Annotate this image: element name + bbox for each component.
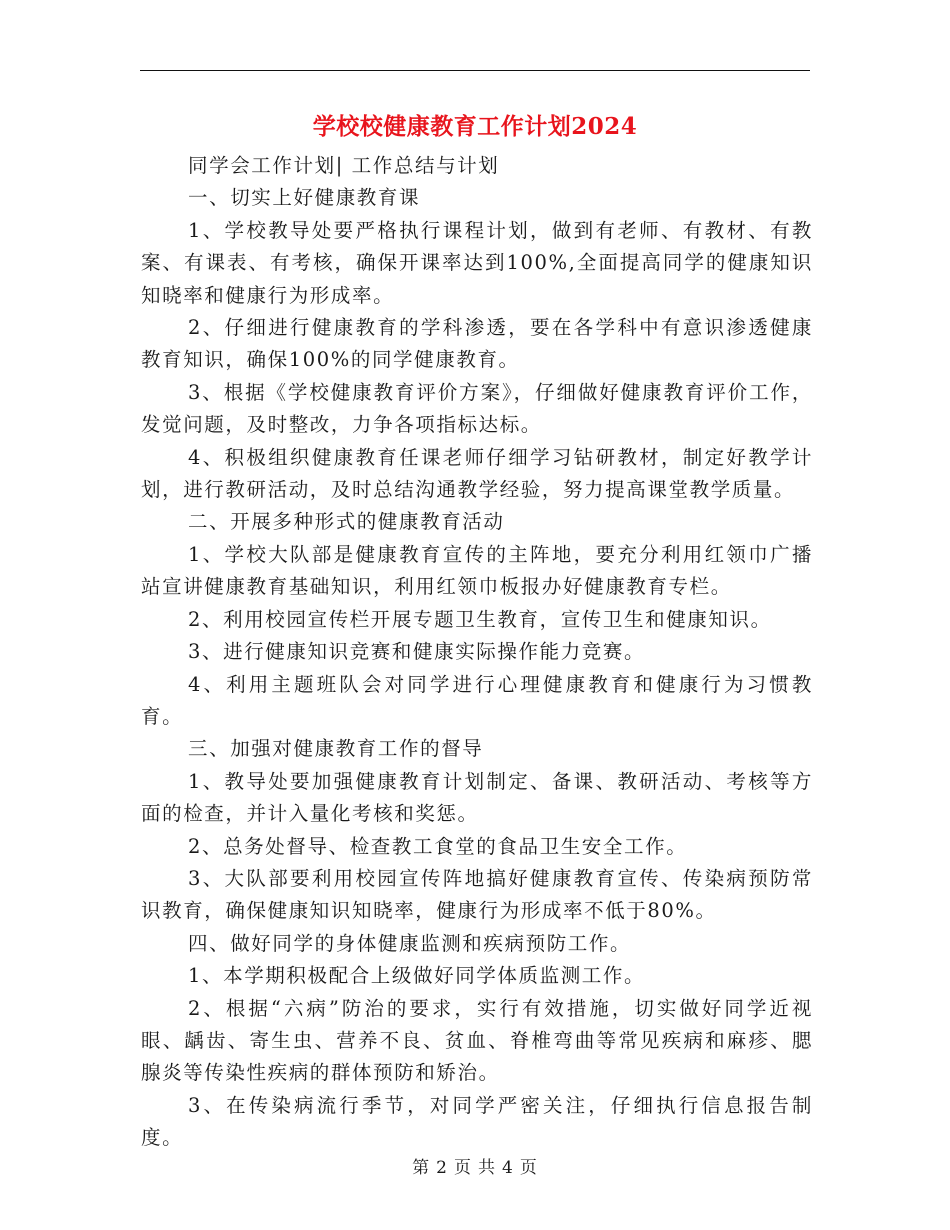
paragraph: 2、利用校园宣传栏开展专题卫生教育，宣传卫生和健康知识。 — [188, 607, 772, 631]
section-heading: 一、切实上好健康教育课 — [188, 186, 421, 210]
footer-ye: 页 — [454, 1158, 472, 1178]
section-heading: 三、加强对健康教育工作的督导 — [188, 737, 484, 761]
paragraph: 2、仔细进行健康教育的学科渗透，要在各学科中有意识渗透健康教育知识，确保100%的同学健康教育。 — [141, 316, 813, 372]
footer-di: 第 — [412, 1158, 431, 1178]
paragraph: 3、进行健康知识竞赛和健康实际操作能力竞赛。 — [188, 640, 646, 664]
paragraph: 3、大队部要利用校园宣传阵地搞好健康教育宣传、传染病预防常识教育，确保健康知识知晓率，健康行为形成率不低于80%。 — [141, 866, 813, 923]
paragraph: 1、学校大队部是健康教育宣传的主阵地，要充分利用红领巾广播站宣讲健康教育基础知识，利用红领巾板报办好健康教育专栏。 — [141, 542, 813, 599]
paragraph: 3、在传染病流行季节，对同学严密关注，仔细执行信息报告制度。 — [141, 1093, 813, 1150]
page-footer — [0, 1153, 950, 1178]
paragraph: 1、教导处要加强健康教育计划制定、备课、教研活动、考核等方面的检查，并计入量化考核和奖惩。 — [141, 769, 813, 826]
paragraph: 4、利用主题班队会对同学进行心理健康教育和健康行为习惯教育。 — [141, 672, 813, 728]
paragraph: 4、积极组织健康教育任课老师仔细学习钻研教材，制定好教学计划，进行教研活动，及时总结沟通教学经验，努力提高课堂教学质量。 — [141, 445, 813, 502]
section-heading: 二、开展多种形式的健康教育活动 — [188, 510, 505, 534]
paragraph: 2、总务处督导、检查教工食堂的食品卫生安全工作。 — [188, 834, 688, 858]
paragraph: 同学会工作计划| 工作总结与计划 — [188, 154, 500, 177]
current-page-number: 2 — [436, 1158, 448, 1178]
paragraph: 1、本学期积极配合上级做好同学体质监测工作。 — [188, 964, 646, 988]
footer-ye2: 页 — [519, 1158, 538, 1178]
paragraph: 1、学校教导处要严格执行课程计划，做到有老师、有教材、有教案、有课表、有考核，确保开课率达到100%,全面提高同学的健康知识知晓率和健康行为形成率。 — [141, 218, 813, 307]
paragraph: 3、根据《学校健康教育评价方案》，仔细做好健康教育评价工作，发觉问题，及时整改，力争各项指标达标。 — [141, 380, 813, 437]
total-pages-number: 4 — [502, 1158, 514, 1178]
document-title: 学校校健康教育工作计划2024 — [312, 113, 638, 140]
document-body — [141, 150, 813, 1155]
header-rule — [140, 70, 810, 71]
footer-gong: 共 — [478, 1158, 496, 1178]
section-heading: 四、做好同学的身体健康监测和疾病预防工作。 — [188, 931, 632, 955]
paragraph: 2、根据“六病”防治的要求，实行有效措施，切实做好同学近视眼、龋齿、寄生虫、营养不良、贫血、脊椎弯曲等常见疾病和麻疹、腮腺炎等传染性疾病的群体预防和矫治。 — [141, 996, 813, 1085]
